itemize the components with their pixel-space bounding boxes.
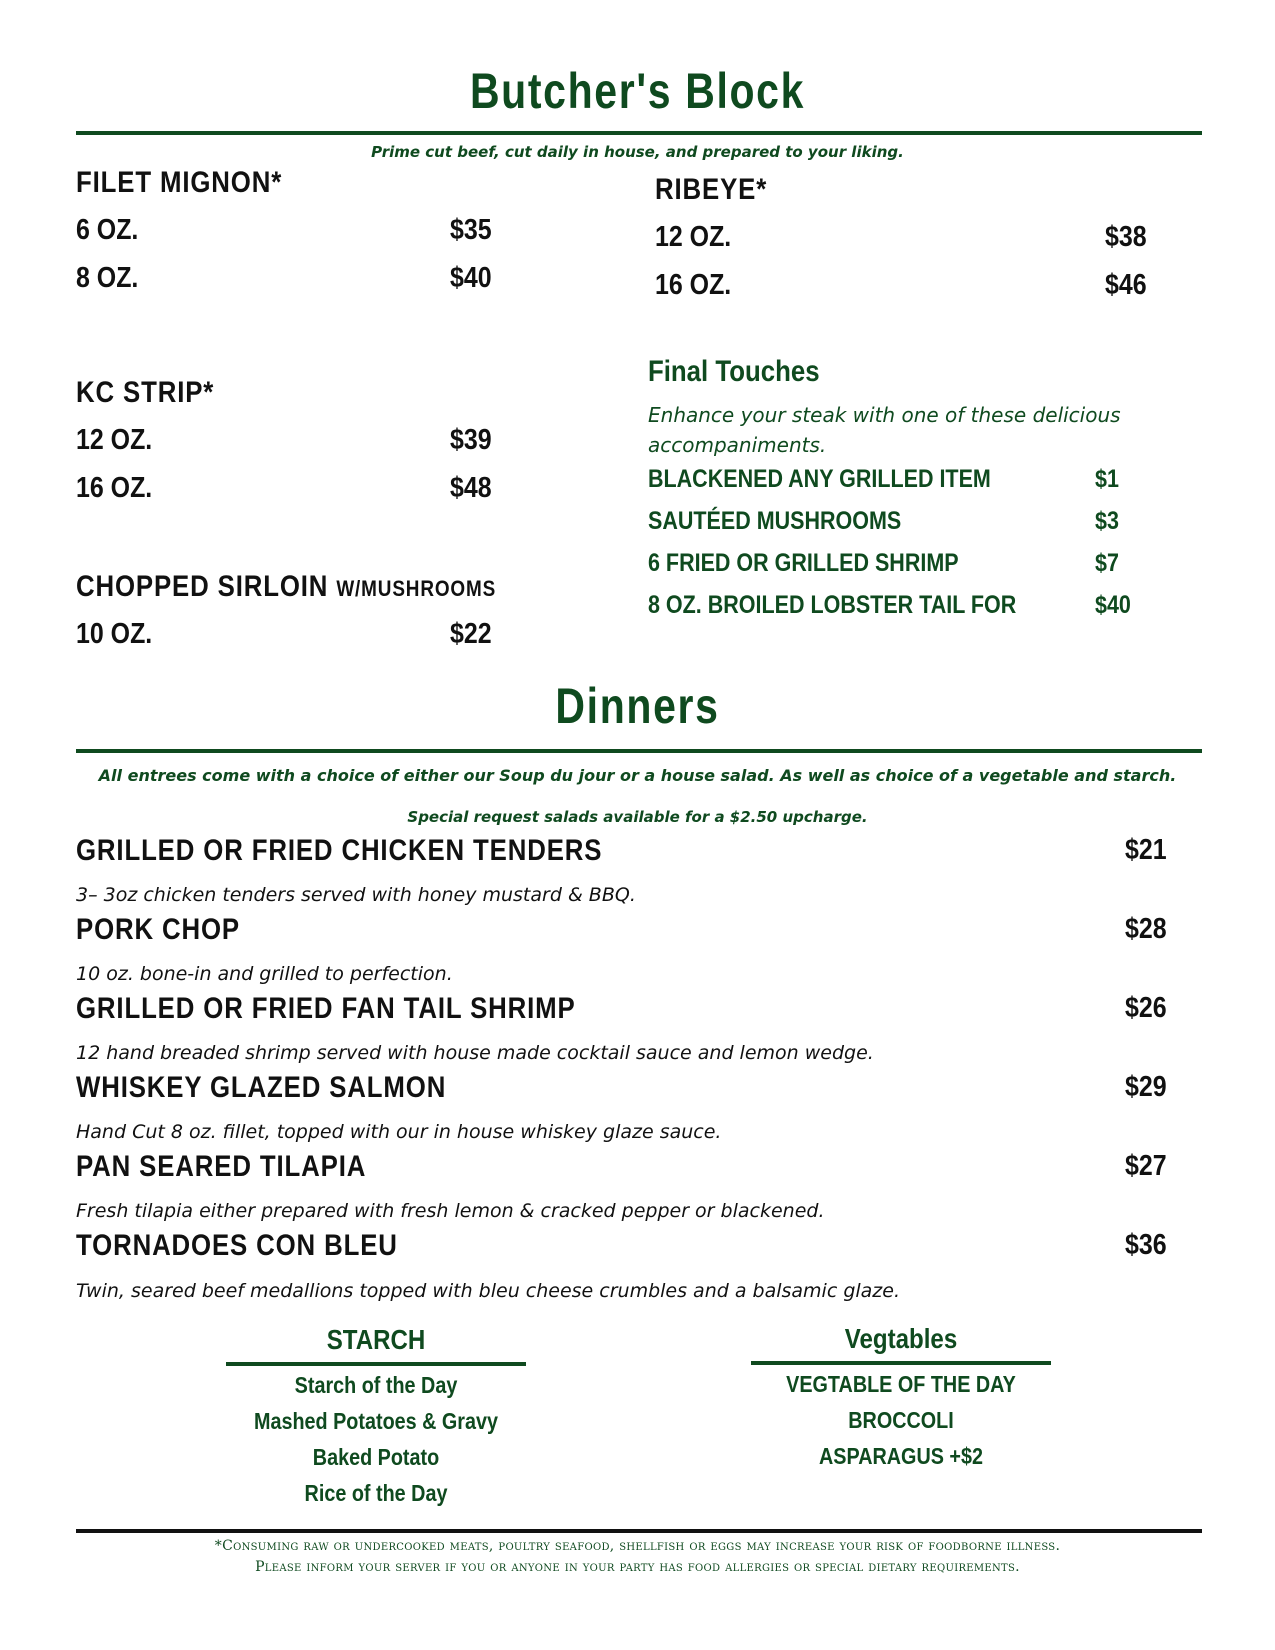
dinner-item-2-price: $28	[1125, 913, 1167, 945]
ribeye-size-1: 12 OZ.	[655, 221, 732, 253]
starch-item-2: Mashed Potatoes & Gravy	[253, 1408, 499, 1434]
dinner-item-5-name: PAN SEARED TILAPIA	[76, 1150, 367, 1183]
dinner-item-4-price: $29	[1125, 1071, 1167, 1103]
dinner-item-1-price: $21	[1125, 834, 1167, 866]
touch-item-1-name: BLACKENED ANY GRILLED ITEM	[648, 465, 991, 493]
dinner-item-3-name: GRILLED OR FRIED FAN TAIL SHRIMP	[76, 992, 576, 1025]
vegetables-item-1: VEGTABLE OF THE DAY	[786, 1371, 1016, 1397]
dinner-item-6-name: TORNADOES CON BLEU	[76, 1229, 398, 1262]
dinners-title: Dinners	[555, 678, 720, 734]
dinner-item-6-description: Twin, seared beef medallions topped with bleu cheese crumbles and a balsamic glaze.	[76, 1280, 901, 1302]
touch-item-3-name: 6 FRIED OR GRILLED SHRIMP	[648, 549, 959, 577]
chopped-sirloin-label: CHOPPED SIRLOIN	[76, 570, 329, 603]
dinner-item-5-price: $27	[1125, 1150, 1167, 1182]
dinner-item-1-description: 3– 3oz chicken tenders served with honey mustard & BBQ.	[76, 884, 636, 906]
ribeye-name: RIBEYE*	[655, 173, 768, 206]
ribeye-price-2: $46	[1105, 269, 1147, 301]
touch-item-4-name: 8 OZ. BROILED LOBSTER TAIL FOR	[648, 591, 1017, 619]
touch-item-2-price: $3	[1095, 507, 1119, 535]
dinners-rule	[76, 749, 1202, 753]
footer-warning-line-2: Please inform your server if you or anyone in your party has food allergies or special dietary requirements.	[255, 1559, 1020, 1575]
dinner-item-4-description: Hand Cut 8 oz. fillet, topped with our in house whiskey glaze sauce.	[76, 1121, 722, 1143]
dinner-item-2-name: PORK CHOP	[76, 913, 240, 946]
starch-title: STARCH	[326, 1324, 426, 1355]
footer-rule	[76, 1529, 1202, 1533]
sirloin-size-1: 10 OZ.	[76, 618, 153, 650]
dinner-item-1-name: GRILLED OR FRIED CHICKEN TENDERS	[76, 834, 603, 867]
dinner-item-2-description: 10 oz. bone-in and grilled to perfection.	[76, 963, 453, 985]
butchers-block-rule	[76, 131, 1202, 135]
dinners-note-1: All entrees come with a choice of either our Soup du jour or a house salad. As well as choice of a vegetable and starch.	[98, 766, 1177, 785]
chopped-sirloin-suffix: W/MUSHROOMS	[336, 576, 497, 601]
touch-item-3-price: $7	[1095, 549, 1119, 577]
final-touches-title: Final Touches	[648, 355, 820, 388]
starch-item-1: Starch of the Day	[294, 1372, 458, 1398]
vegetables-item-3: ASPARAGUS +$2	[819, 1443, 983, 1469]
final-touches-description: Enhance your steak with one of these delicious accompaniments.	[648, 403, 1121, 457]
chopped-sirloin-name	[76, 570, 496, 604]
kc-strip-size-1: 12 OZ.	[76, 424, 153, 456]
starch-rule	[226, 1362, 526, 1366]
touch-item-2-name: SAUTÉED MUSHROOMS	[648, 507, 902, 535]
ribeye-size-2: 16 OZ.	[655, 269, 732, 301]
starch-item-4: Rice of the Day	[304, 1480, 448, 1506]
filet-price-1: $35	[450, 214, 492, 246]
dinner-item-3-description: 12 hand breaded shrimp served with house made cocktail sauce and lemon wedge.	[76, 1042, 874, 1064]
kc-strip-size-2: 16 OZ.	[76, 472, 153, 504]
dinner-item-3-price: $26	[1125, 992, 1167, 1024]
dinner-item-4-name: WHISKEY GLAZED SALMON	[76, 1071, 447, 1104]
starch-item-3: Baked Potato	[312, 1444, 440, 1470]
dinner-item-6-price: $36	[1125, 1229, 1167, 1261]
butchers-block-title: Butcher's Block	[469, 63, 806, 119]
kc-strip-price-1: $39	[450, 424, 492, 456]
ribeye-price-1: $38	[1105, 221, 1147, 253]
dinner-item-5-description: Fresh tilapia either prepared with fresh lemon & cracked pepper or blackened.	[76, 1200, 825, 1222]
vegetables-title: Vegtables	[844, 1323, 958, 1354]
dinners-note-2: Special request salads available for a $2.50 upcharge.	[407, 808, 868, 826]
kc-strip-price-2: $48	[450, 472, 492, 504]
touch-item-4-price: $40	[1095, 591, 1131, 619]
touch-item-1-price: $1	[1095, 465, 1119, 493]
vegetables-rule	[751, 1361, 1051, 1365]
butchers-block-subtitle: Prime cut beef, cut daily in house, and prepared to your liking.	[371, 143, 904, 161]
sirloin-price-1: $22	[450, 618, 492, 650]
filet-price-2: $40	[450, 262, 492, 294]
kc-strip-name: KC STRIP*	[76, 376, 215, 409]
footer-warning-line-1: *Consuming raw or undercooked meats, poultry seafood, shellfish or eggs may increase your risk of foodborne illness.	[214, 1538, 1061, 1554]
filet-size-1: 6 OZ.	[76, 214, 139, 246]
filet-size-2: 8 OZ.	[76, 262, 139, 294]
filet-mignon-name: FILET MIGNON*	[76, 166, 283, 199]
vegetables-item-2: BROCCOLI	[848, 1407, 954, 1433]
